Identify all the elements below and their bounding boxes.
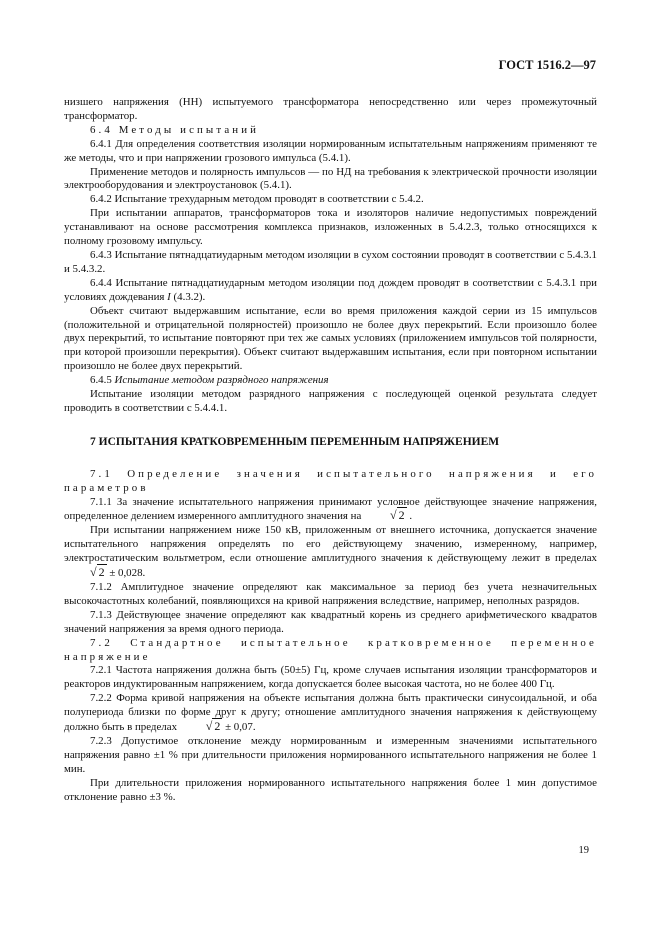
paragraph — [64, 374, 597, 388]
document-header: ГОСТ 1516.2—97 — [498, 58, 596, 72]
text-span: ± 0,028. — [106, 567, 146, 580]
paragraph — [64, 277, 597, 305]
document-body — [64, 96, 597, 805]
paragraph: Испытание изоляции методом разрядного напряжения с последующей оценкой результата следует проводить в соответствии с 5.4.4.1. — [64, 388, 597, 414]
paragraph: 7.2.3 Допустимое отклонение между нормированным и измеренным значениями испытательного напряжения равно ±1 % при длительности приложения нормированного испытательного напряжения не более 1 мин. — [64, 734, 597, 775]
paragraph: Применение методов и полярность импульсов — по НД на требования к электрической прочности изоляции электрооборудования и электроустановок (5.4.1). — [64, 165, 597, 192]
text-span: При испытании напряжением ниже 150 кВ, приложенным от внешнего источника, допускается значение испытательного напряжения определять по его действующему значению, измеренному, например, электростатическим вольтметром, если отношение амплитудного значения к действующему лежит в пределах — [64, 524, 597, 565]
text-span: (4.3.2). — [170, 290, 206, 303]
sqrt-radicand: 2 — [398, 508, 405, 523]
italic-title: Испытание методом разрядного напряжения — [114, 374, 329, 387]
subsection-title: 7.2 Стандартное испытательное кратковременное переменное напряжение — [64, 636, 597, 663]
paragraph — [64, 496, 597, 525]
sqrt-radicand: 2 — [98, 565, 105, 580]
paragraph: 6.4.2 Испытание трехударным методом проводят в соответствии с 5.4.2. — [90, 193, 424, 206]
text-span: . — [406, 510, 413, 523]
paragraph: 6.4.3 Испытание пятнадцатиударным методом изоляции в сухом состоянии проводят в соответствии с 5.4.3.1 и 5.4.3.2. — [64, 248, 597, 275]
paragraph: Объект считают выдержавшим испытание, если во время приложения каждой серии из 15 импульсов (положительной и отрицательной полярностей) произошло не более двух перекрытий. Если произошло более двух перекрытий, то испытание повторяют при тех же самых условиях (приложением импульсов той полярности, при которой произошли перекрытия). Объект считают выдержавшим испытания, если при повторном испытании произошло не более двух перекрытий. — [64, 304, 597, 373]
sqrt-symbol: √ 2 — [205, 719, 221, 734]
sqrt-radicand: 2 — [214, 719, 221, 734]
section-heading: 7 ИСПЫТАНИЯ КРАТКОВРЕМЕННЫМ ПЕРЕМЕННЫМ НАПРЯЖЕНИЕМ — [90, 435, 500, 448]
paragraph: низшего напряжения (НН) испытуемого трансформатора непосредственно или через промежуточный трансформатор. — [64, 96, 597, 122]
text-span: 7.2.2 Форма кривой напряжения на объекте испытания должна быть практически синусоидальной, и оба полупериода близки по форме друг к другу; отношение амплитудного значения напряжения к действующему должно быть в пределах — [64, 692, 597, 734]
sqrt-symbol: √ 2 — [390, 508, 405, 523]
paragraph — [64, 524, 597, 581]
text-span: 6.4.5 — [90, 374, 115, 387]
paragraph: 7.1.2 Амплитудное значение определяют как максимальное за период без учета незначительных высокочастотных колебаний, появляющихся на кривой напряжения вследствие, например, неполных разрядов. — [64, 581, 597, 607]
page-number: 19 — [578, 845, 589, 856]
text-span: 7.1.1 За значение испытательного напряжения принимают условное действующее значение напряжения, определенное делением измеренного амплитудного значения на — [64, 495, 597, 523]
paragraph: 7.1.3 Действующее значение определяют как квадратный корень из среднего арифметического квадратов значений напряжения за время одного периода. — [64, 608, 597, 635]
paragraph: При испытании аппаратов, трансформаторов тока и изоляторов наличие недопустимых повреждений устанавливают на основе рассмотрения комплекса признаков, изложенных в 5.4.2.3, только относящихся к полному грозовому импульсу. — [64, 207, 597, 248]
paragraph — [64, 692, 597, 735]
subsection-title: 7.1 Определение значения испытательного напряжения и его параметров — [64, 467, 597, 494]
paragraph: При длительности приложения нормированного испытательного напряжения более 1 мин допустимое отклонение равно ±3 %. — [64, 776, 597, 803]
text-span: ± 0,07. — [222, 721, 256, 734]
paragraph: 7.2.1 Частота напряжения должна быть (50±5) Гц, кроме случаев испытания изоляции трансформаторов и реакторов индуктированным напряжением, когда допускается более высокая частота, но не более 400 Гц. — [64, 664, 597, 691]
subsection-title: 6.4 Методы испытаний — [90, 123, 260, 136]
text-span: 6.4.4 Испытание пятнадцатиударным методом изоляции под дождем проводят в соответствии с 5.4.3.1 при условиях дождевания — [64, 276, 597, 303]
rain-condition-ref: I — [167, 290, 171, 303]
paragraph: 6.4.1 Для определения соответствия изоляции нормированным испытательным напряжениям применяют те же методы, что и при напряжении грозового импульса (5.4.1). — [64, 137, 597, 164]
sqrt-symbol: √ 2 — [90, 565, 105, 580]
